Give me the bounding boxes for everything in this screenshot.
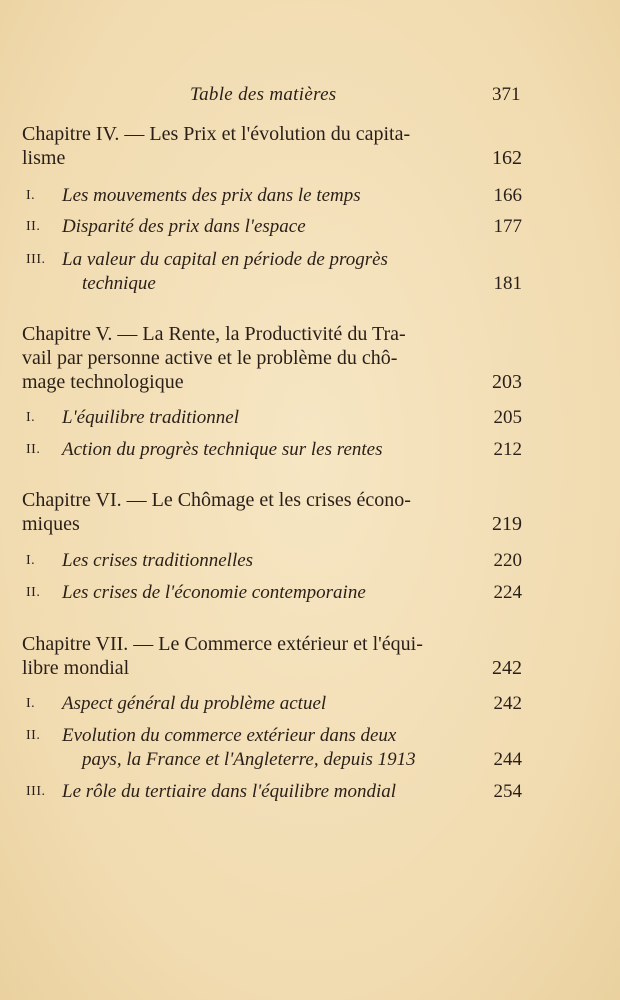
section-page-number: 224: [493, 582, 522, 603]
section-page-number: 242: [493, 693, 522, 714]
chapter-title-line: Chapitre V. — La Rente, la Productivité du Tra-: [22, 323, 406, 345]
chapter-title-line: Chapitre VII. — Le Commerce extérieur et l'équi-: [22, 633, 423, 655]
section-title-line: Le rôle du tertiaire dans l'équilibre mondial: [62, 781, 397, 802]
section-title-line: Les crises traditionnelles: [62, 550, 254, 571]
running-header: [0, 84, 620, 110]
section-page-number: 166: [493, 185, 522, 206]
section-numeral: II.: [26, 728, 41, 743]
section-page-number: 177: [493, 216, 522, 237]
section-numeral: I.: [26, 188, 36, 203]
section-page-number: 212: [493, 439, 522, 460]
section-title-line: pays, la France et l'Angleterre, depuis 1913: [82, 749, 416, 770]
chapter-title-line: miques: [22, 513, 80, 535]
section-page-number: 205: [493, 407, 522, 428]
section-numeral: I.: [26, 553, 36, 568]
section-title-line: Les mouvements des prix dans le temps: [62, 185, 361, 206]
section-entry: [26, 406, 522, 430]
section-title-line: Aspect général du problème actuel: [62, 693, 327, 714]
chapter-heading: [22, 122, 522, 170]
section-page-number: 181: [493, 273, 522, 294]
section-title-line: Les crises de l'économie contemporaine: [62, 582, 366, 603]
section-entry: [26, 438, 522, 462]
section-page-number: 220: [493, 550, 522, 571]
section-entry: [26, 692, 522, 716]
chapter-heading: [22, 488, 522, 536]
chapter-page-number: 219: [492, 513, 522, 535]
section-numeral: II.: [26, 585, 41, 600]
chapter-heading: [22, 322, 522, 394]
section-entry: [26, 780, 522, 804]
running-header-page-number: 371: [492, 84, 521, 105]
section-title-line: Evolution du commerce extérieur dans deux: [62, 725, 397, 746]
chapter-title-line: lisme: [22, 147, 66, 169]
section-page-number: 244: [493, 749, 522, 770]
chapter-page-number: 162: [492, 147, 522, 169]
section-title-line: Action du progrès technique sur les rentes: [62, 439, 383, 460]
section-numeral: I.: [26, 410, 36, 425]
section-entry: [26, 549, 522, 573]
section-numeral: II.: [26, 442, 41, 457]
section-entry: [26, 184, 522, 208]
chapter-title-line: libre mondial: [22, 657, 130, 679]
section-numeral: III.: [26, 784, 46, 799]
chapter-title-line: Chapitre IV. — Les Prix et l'évolution du capita-: [22, 123, 411, 145]
section-entry: [26, 581, 522, 605]
section-title-line: La valeur du capital en période de progrès: [62, 249, 388, 270]
section-title-line: Disparité des prix dans l'espace: [62, 216, 306, 237]
chapter-page-number: 242: [492, 657, 522, 679]
section-page-number: 254: [493, 781, 522, 802]
section-title-line: L'équilibre traditionnel: [62, 407, 239, 428]
chapter-heading: [22, 632, 522, 680]
chapter-title-line: vail par personne active et le problème du chô-: [22, 347, 398, 369]
chapter-title-line: mage technologique: [22, 371, 184, 393]
section-entry: [26, 248, 522, 296]
section-numeral: I.: [26, 696, 36, 711]
chapter-page-number: 203: [492, 371, 522, 393]
section-entry: [26, 215, 522, 239]
section-numeral: II.: [26, 219, 41, 234]
section-title-line: technique: [82, 273, 156, 294]
section-numeral: III.: [26, 252, 46, 267]
running-header-title: Table des matières: [190, 84, 337, 105]
chapter-title-line: Chapitre VI. — Le Chômage et les crises écono-: [22, 489, 411, 511]
section-entry: [26, 724, 522, 772]
